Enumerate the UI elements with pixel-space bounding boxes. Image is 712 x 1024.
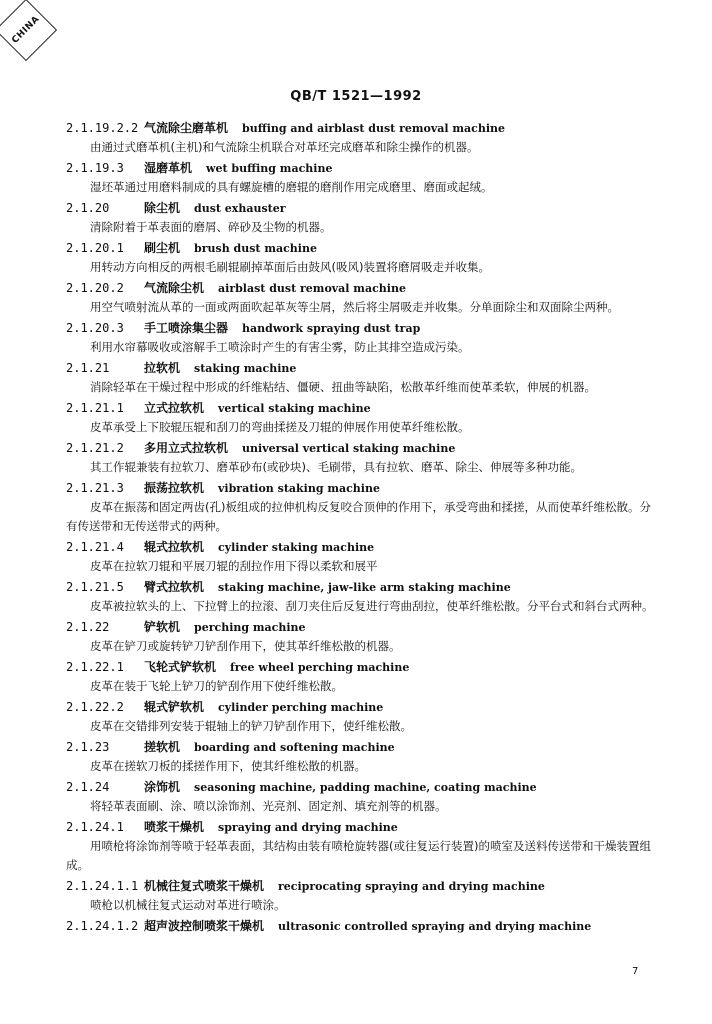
term-chinese: 拉软机 — [144, 361, 181, 375]
term-heading — [66, 238, 656, 258]
term-heading — [66, 697, 656, 717]
term-entry — [66, 537, 656, 576]
term-number: 2.1.21.4 — [66, 540, 124, 554]
term-description: 利用水帘幕吸收或溶解手工喷涂时产生的有害尘雾，防止其排空造成污染。 — [90, 340, 470, 354]
term-chinese: 振荡拉软机 — [144, 481, 205, 495]
term-number: 2.1.21.5 — [66, 580, 124, 594]
term-entry — [66, 238, 656, 277]
document-body — [66, 118, 656, 936]
term-number: 2.1.21 — [66, 361, 110, 375]
term-english: staking machine, jaw-like arm staking machine — [218, 581, 511, 594]
term-english: cylinder staking machine — [218, 541, 375, 554]
term-number: 2.1.20.1 — [66, 241, 124, 255]
page-number: 7 — [632, 966, 639, 977]
term-entry — [66, 657, 656, 696]
term-english: vibration staking machine — [218, 482, 380, 495]
term-entry — [66, 438, 656, 477]
term-english: ultrasonic controlled spraying and drying machine — [278, 920, 592, 933]
term-english: spraying and drying machine — [218, 821, 398, 834]
term-entry — [66, 577, 656, 616]
term-chinese: 气流除尘机 — [144, 281, 205, 295]
term-heading — [66, 198, 656, 218]
term-chinese: 刷尘机 — [144, 241, 181, 255]
term-heading — [66, 478, 656, 498]
term-heading — [66, 438, 656, 458]
standard-header: QB/T 1521—1992 — [290, 89, 422, 104]
term-description: 用喷枪将涂饰剂等喷于轻革表面，其结构由装有喷枪旋转器(或往复运行装置)的喷室及送料传送带和干燥装置组成。 — [66, 839, 651, 872]
term-chinese: 超声波控制喷浆干燥机 — [144, 919, 265, 933]
term-chinese: 多用立式拉软机 — [144, 441, 229, 455]
term-english: perching machine — [194, 621, 306, 634]
term-description: 皮革在交错排列安装于辊轴上的铲刀铲刮作用下，使纤维松散。 — [90, 719, 412, 733]
term-description: 喷枪以机械往复式运动对革进行喷涂。 — [90, 898, 286, 912]
term-number: 2.1.22.2 — [66, 700, 124, 714]
term-number: 2.1.19.2.2 — [66, 121, 139, 135]
term-chinese: 铲软机 — [144, 620, 181, 634]
term-heading — [66, 398, 656, 418]
term-heading — [66, 278, 656, 298]
term-heading — [66, 537, 656, 557]
term-number: 2.1.20.3 — [66, 321, 124, 335]
term-entry — [66, 478, 656, 536]
term-description: 将轻革表面刷、涂、喷以涂饰剂、光亮剂、固定剂、填充剂等的机器。 — [90, 799, 447, 813]
term-english: staking machine — [194, 362, 297, 375]
term-number: 2.1.22.1 — [66, 660, 124, 674]
term-chinese: 喷浆干燥机 — [144, 820, 205, 834]
term-heading — [66, 158, 656, 178]
term-chinese: 除尘机 — [144, 201, 181, 215]
term-number: 2.1.23 — [66, 740, 110, 754]
term-number: 2.1.22 — [66, 620, 110, 634]
term-english: buffing and airblast dust removal machine — [242, 122, 506, 135]
term-description: 由通过式磨革机(主机)和气流除尘机联合对革坯完成磨革和除尘操作的机器。 — [90, 140, 479, 154]
term-chinese: 机械往复式喷浆干燥机 — [144, 879, 265, 893]
term-description: 用转动方向相反的两根毛刷辊刷掉革面后由鼓风(吸风)装置将磨屑吸走并收集。 — [90, 260, 490, 274]
term-description: 皮革在拉软刀辊和平展刀辊的刮拉作用下得以柔软和展平 — [90, 559, 378, 573]
term-heading — [66, 737, 656, 757]
term-entry — [66, 876, 656, 915]
term-heading — [66, 817, 656, 837]
term-entry — [66, 318, 656, 357]
term-chinese: 立式拉软机 — [144, 401, 205, 415]
term-heading — [66, 118, 656, 138]
term-number: 2.1.20 — [66, 201, 110, 215]
term-chinese: 搓软机 — [144, 740, 181, 754]
term-description: 皮革被拉软头的上、下拉臂上的拉滚、刮刀夹住后反复进行弯曲刮拉，使革纤维松散。分平台式和斜台式两种。 — [90, 599, 654, 613]
term-heading — [66, 577, 656, 597]
term-description: 清除附着于革表面的磨屑、碎砂及尘物的机器。 — [90, 220, 332, 234]
term-entry — [66, 118, 656, 157]
term-entry — [66, 916, 656, 936]
term-description: 湿坯革通过用磨料制成的具有螺旋槽的磨辊的磨削作用完成磨里、磨面或起绒。 — [90, 180, 493, 194]
term-heading — [66, 777, 656, 797]
term-description: 皮革在铲刀或旋转铲刀铲刮作用下，使其革纤维松散的机器。 — [90, 639, 401, 653]
term-number: 2.1.24.1.2 — [66, 919, 139, 933]
term-english: dust exhauster — [194, 202, 286, 215]
term-entry — [66, 358, 656, 397]
term-chinese: 飞轮式铲软机 — [144, 660, 217, 674]
term-english: handwork spraying dust trap — [242, 322, 421, 335]
term-description: 其工作辊兼装有拉软刀、磨革砂布(或砂块)、毛刷带，具有拉软、磨革、除尘、伸展等多种功能。 — [90, 460, 582, 474]
term-heading — [66, 617, 656, 637]
term-heading — [66, 358, 656, 378]
term-english: vertical staking machine — [218, 402, 371, 415]
term-number: 2.1.24 — [66, 780, 110, 794]
term-heading — [66, 876, 656, 896]
term-chinese: 手工喷涂集尘器 — [144, 321, 229, 335]
term-entry — [66, 777, 656, 816]
term-description: 皮革在搓软刀板的揉搓作用下，使其纤维松散的机器。 — [90, 759, 366, 773]
term-entry — [66, 737, 656, 776]
term-number: 2.1.19.3 — [66, 161, 124, 175]
term-heading — [66, 657, 656, 677]
term-entry — [66, 398, 656, 437]
term-english: reciprocating spraying and drying machine — [278, 880, 545, 893]
term-chinese: 辊式铲软机 — [144, 700, 205, 714]
term-english: wet buffing machine — [206, 162, 333, 175]
term-english: universal vertical staking machine — [242, 442, 456, 455]
term-entry — [66, 158, 656, 197]
term-chinese: 臂式拉软机 — [144, 580, 205, 594]
term-entry — [66, 278, 656, 317]
term-description: 皮革承受上下胶辊压辊和刮刀的弯曲揉搓及刀辊的伸展作用使革纤维松散。 — [90, 420, 470, 434]
term-description: 消除轻革在干燥过程中形成的纤维粘结、僵硬、扭曲等缺陷，松散革纤维而使革柔软，伸展的机器。 — [90, 380, 596, 394]
term-english: free wheel perching machine — [230, 661, 410, 674]
term-number: 2.1.21.1 — [66, 401, 124, 415]
term-chinese: 气流除尘磨革机 — [144, 121, 229, 135]
term-description: 皮革在振荡和固定两齿(孔)板组成的拉伸机构反复咬合顶伸的作用下，承受弯曲和揉搓，从而使革纤维松散。分有传送带和无传送带式的两种。 — [66, 500, 651, 533]
term-entry — [66, 817, 656, 875]
china-stamp — [0, 0, 57, 61]
term-chinese: 湿磨革机 — [144, 161, 193, 175]
term-entry — [66, 198, 656, 237]
term-chinese: 涂饰机 — [144, 780, 181, 794]
term-number: 2.1.24.1.1 — [66, 879, 139, 893]
term-english: seasoning machine, padding machine, coating machine — [194, 781, 537, 794]
term-english: airblast dust removal machine — [218, 282, 406, 295]
term-number: 2.1.21.3 — [66, 481, 124, 495]
term-number: 2.1.20.2 — [66, 281, 124, 295]
term-english: cylinder perching machine — [218, 701, 384, 714]
term-english: boarding and softening machine — [194, 741, 395, 754]
term-heading — [66, 916, 656, 936]
stamp-text: CHINA — [10, 14, 42, 46]
term-heading — [66, 318, 656, 338]
term-entry — [66, 617, 656, 656]
term-number: 2.1.21.2 — [66, 441, 124, 455]
term-number: 2.1.24.1 — [66, 820, 124, 834]
term-entry — [66, 697, 656, 736]
term-description: 皮革在装于飞轮上铲刀的铲刮作用下使纤维松散。 — [90, 679, 343, 693]
term-english: brush dust machine — [194, 242, 317, 255]
term-description: 用空气喷射流从革的一面或两面吹起革灰等尘屑，然后将尘屑吸走并收集。分单面除尘和双面除尘两种。 — [90, 300, 619, 314]
term-chinese: 辊式拉软机 — [144, 540, 205, 554]
